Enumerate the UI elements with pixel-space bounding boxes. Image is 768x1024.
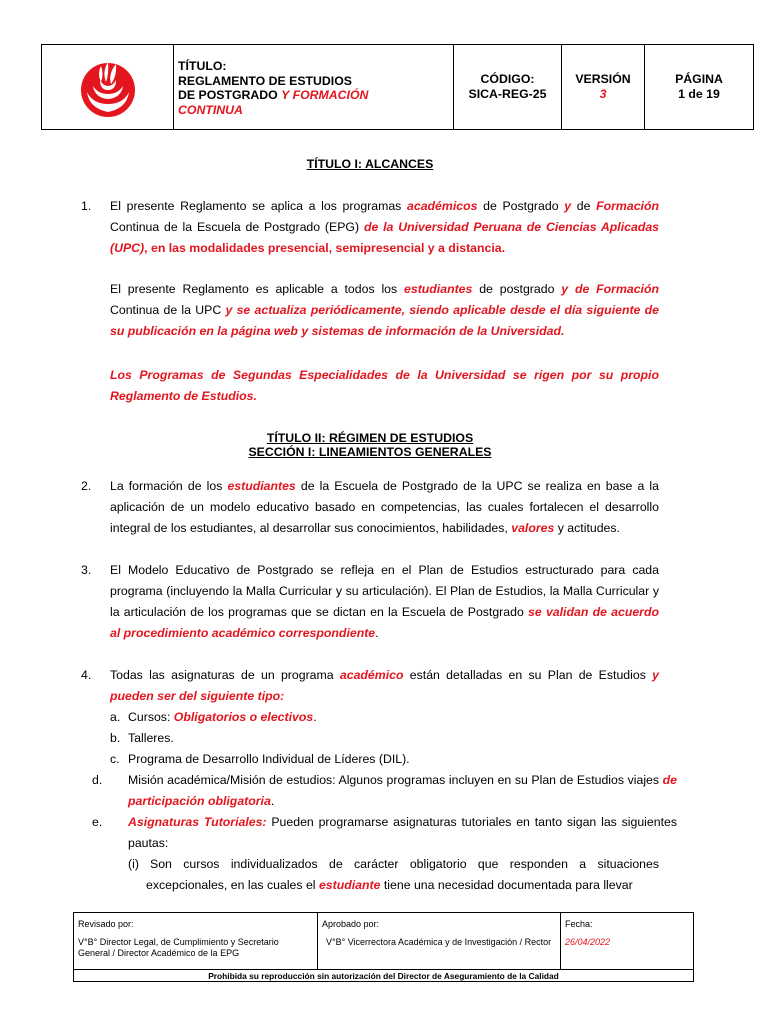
p1-text-h: de la Universidad Peruana de Ciencias Aplicadas (UPC): [110, 220, 660, 255]
page-cell: [645, 45, 753, 129]
item-number-4: 4.: [81, 668, 92, 682]
p4-text-c: están detalladas en su Plan de Estudios: [403, 668, 653, 682]
page-value: 1 de 19: [678, 87, 720, 101]
list-item-d-label: d.: [92, 773, 103, 787]
title-line-2: [178, 88, 453, 103]
p1-text-b: académicos: [407, 199, 478, 213]
p1-text-d: y: [564, 199, 572, 213]
code-cell: [454, 45, 562, 129]
list-item-c-text: Programa de Desarrollo Individual de Líderes (DIL).: [128, 752, 410, 766]
code-label: CÓDIGO:: [480, 72, 535, 86]
p1-text-e: de: [571, 199, 597, 213]
p1b-text-c: de postgrado: [472, 282, 562, 296]
p2-text-b: estudiantes: [227, 479, 296, 493]
p3-text-c: .: [375, 626, 379, 640]
title-line-1: REGLAMENTO DE ESTUDIOS: [178, 73, 352, 88]
p1b-text-f: y se actualiza periódicamente, siendo aplicable desde el día siguiente de su publicación en la página web y sistemas de información de la Universidad.: [110, 303, 659, 338]
paragraph-3: [110, 560, 659, 644]
paragraph-1b: [110, 279, 659, 342]
title-line-3: CONTINUA: [178, 102, 243, 117]
p2-text-c: de la Escuela de Postgrado de la UPC se realiza en base a la aplicación de un modelo educativo basado en competencias, las cuales fortalecen el desarrollo integral de los estudiantes, al desarrollar sus conocimientos, habilidades,: [110, 479, 659, 535]
list-item-e-i-text: Son cursos individualizados de carácter obligatorio que responden a situaciones excepcionales, en las cuales el: [146, 857, 659, 892]
title-cell: [174, 45, 454, 129]
p3-text-b: se validan de acuerdo al procedimiento académico correspondiente: [110, 605, 659, 640]
document-header: [41, 44, 754, 130]
paragraph-4: [110, 665, 659, 707]
item-number-2: 2.: [81, 479, 92, 493]
heading-section-1: SECCIÓN I: LINEAMIENTOS GENERALES: [248, 445, 492, 459]
p4-text-b: académico: [339, 668, 404, 682]
p1b-text-b: estudiantes: [404, 282, 473, 296]
title-line-2-red: Y FORMACIÓN: [281, 88, 369, 102]
p3-text-a: El Modelo Educativo de Postgrado se refleja en el Plan de Estudios estructurado para cada programa (incluyendo la Malla Curricular y su articulación). El Plan de Estudios, la Malla Curricular y la articulación de los programas que se dictan en la Escuela de Postgrado: [110, 563, 659, 619]
footer-reviewed-cell: [74, 913, 318, 969]
list-item-e-i: [128, 854, 659, 896]
list-item-d: [92, 770, 677, 812]
p1-text-f: Formación: [596, 199, 659, 213]
p1b-text-d: y de Formación: [561, 282, 660, 296]
paragraph-1: [110, 196, 659, 259]
heading-title-1: TÍTULO I: ALCANCES: [306, 157, 434, 171]
list-item-b-text: Talleres.: [128, 731, 174, 745]
footer-date-value: 26/04/2022: [565, 937, 611, 947]
list-item-e: [92, 812, 678, 854]
title-line-2-black: DE POSTGRADO: [178, 88, 282, 102]
paragraph-2: [110, 476, 659, 539]
footer-approved-value: V°B° Vicerrectora Académica y de Investigación / Rector: [326, 937, 552, 947]
list-item-e-i-end: tiene una necesidad documentada para llevar: [380, 878, 633, 892]
version-cell: [562, 45, 645, 129]
list-item-d-text: Misión académica/Misión de estudios: Algunos programas incluyen en su Plan de Estudios viajes: [128, 773, 663, 787]
list-item-a: [110, 707, 659, 728]
list-item-b-label: b.: [110, 731, 121, 745]
logo-cell: [42, 45, 174, 129]
p4-text-a: Todas las asignaturas de un programa: [110, 668, 340, 682]
list-item-c: [110, 749, 659, 770]
footer-approved-cell: [318, 913, 561, 969]
p2-text-e: y actitudes.: [554, 521, 620, 535]
version-value: 3: [599, 87, 607, 101]
list-item-e-i-red: estudiante: [318, 878, 381, 892]
footer-notice: Prohibida su reproducción sin autorización del Director de Aseguramiento de la Calidad: [208, 971, 559, 981]
list-item-c-label: c.: [110, 752, 120, 766]
list-item-e-i-label: (i): [128, 857, 139, 871]
footer-reviewed-value: V°B° Director Legal, de Cumplimiento y Secretario General / Director Académico de la EPG: [78, 937, 279, 958]
list-item-e-red: Asignaturas Tutoriales:: [128, 815, 267, 829]
code-value: SICA-REG-25: [468, 87, 547, 101]
upc-flame-logo-icon: [73, 52, 143, 122]
version-label: VERSIÓN: [575, 72, 631, 86]
list-item-e-text: Pueden programarse asignaturas tutoriales en tanto sigan las siguientes pautas:: [128, 815, 678, 850]
list-item-a-label: a.: [110, 710, 121, 724]
p2-text-d: valores: [511, 521, 555, 535]
p1-text-g: Continua de la Escuela de Postgrado (EPG): [110, 220, 364, 234]
list-item-a-red: Obligatorios o electivos: [173, 710, 314, 724]
p1b-text-a: El presente Reglamento es aplicable a todos los: [110, 282, 405, 296]
title-label: TÍTULO:: [178, 59, 227, 73]
p1-text-a: El presente Reglamento se aplica a los programas: [110, 199, 408, 213]
item-number-3: 3.: [81, 563, 92, 577]
list-item-e-label: e.: [92, 815, 103, 829]
document-footer: [73, 912, 694, 982]
heading-title-2: TÍTULO II: RÉGIMEN DE ESTUDIOS: [266, 431, 474, 445]
footer-approvals-row: [74, 913, 693, 970]
item-number-1: 1.: [81, 199, 92, 213]
p2-text-a: La formación de los: [110, 479, 228, 493]
footer-reviewed-label: Revisado por:: [78, 919, 134, 929]
footer-approved-label: Aprobado por:: [322, 919, 380, 929]
list-item-a-end: .: [313, 710, 317, 724]
list-item-d-end: .: [270, 794, 275, 808]
p4-text-d: y pueden ser del siguiente tipo:: [110, 668, 659, 703]
footer-date-label: Fecha:: [565, 919, 593, 929]
paragraph-1c: Los Programas de Segundas Especialidades de la Universidad se rigen por su propio Reglamento de Estudios.: [110, 368, 659, 403]
list-item-a-text: Cursos:: [128, 710, 174, 724]
page-label: PÁGINA: [675, 72, 723, 86]
list-item-d-red: de participación obligatoria: [128, 773, 677, 808]
list-item-b: [110, 728, 659, 749]
p1b-text-e: Continua de la UPC: [110, 303, 226, 317]
p1-text-c: de Postgrado: [477, 199, 565, 213]
p1-text-i: , en las modalidades presencial, semipresencial y a distancia.: [144, 241, 506, 255]
footer-date-cell: [561, 913, 693, 969]
